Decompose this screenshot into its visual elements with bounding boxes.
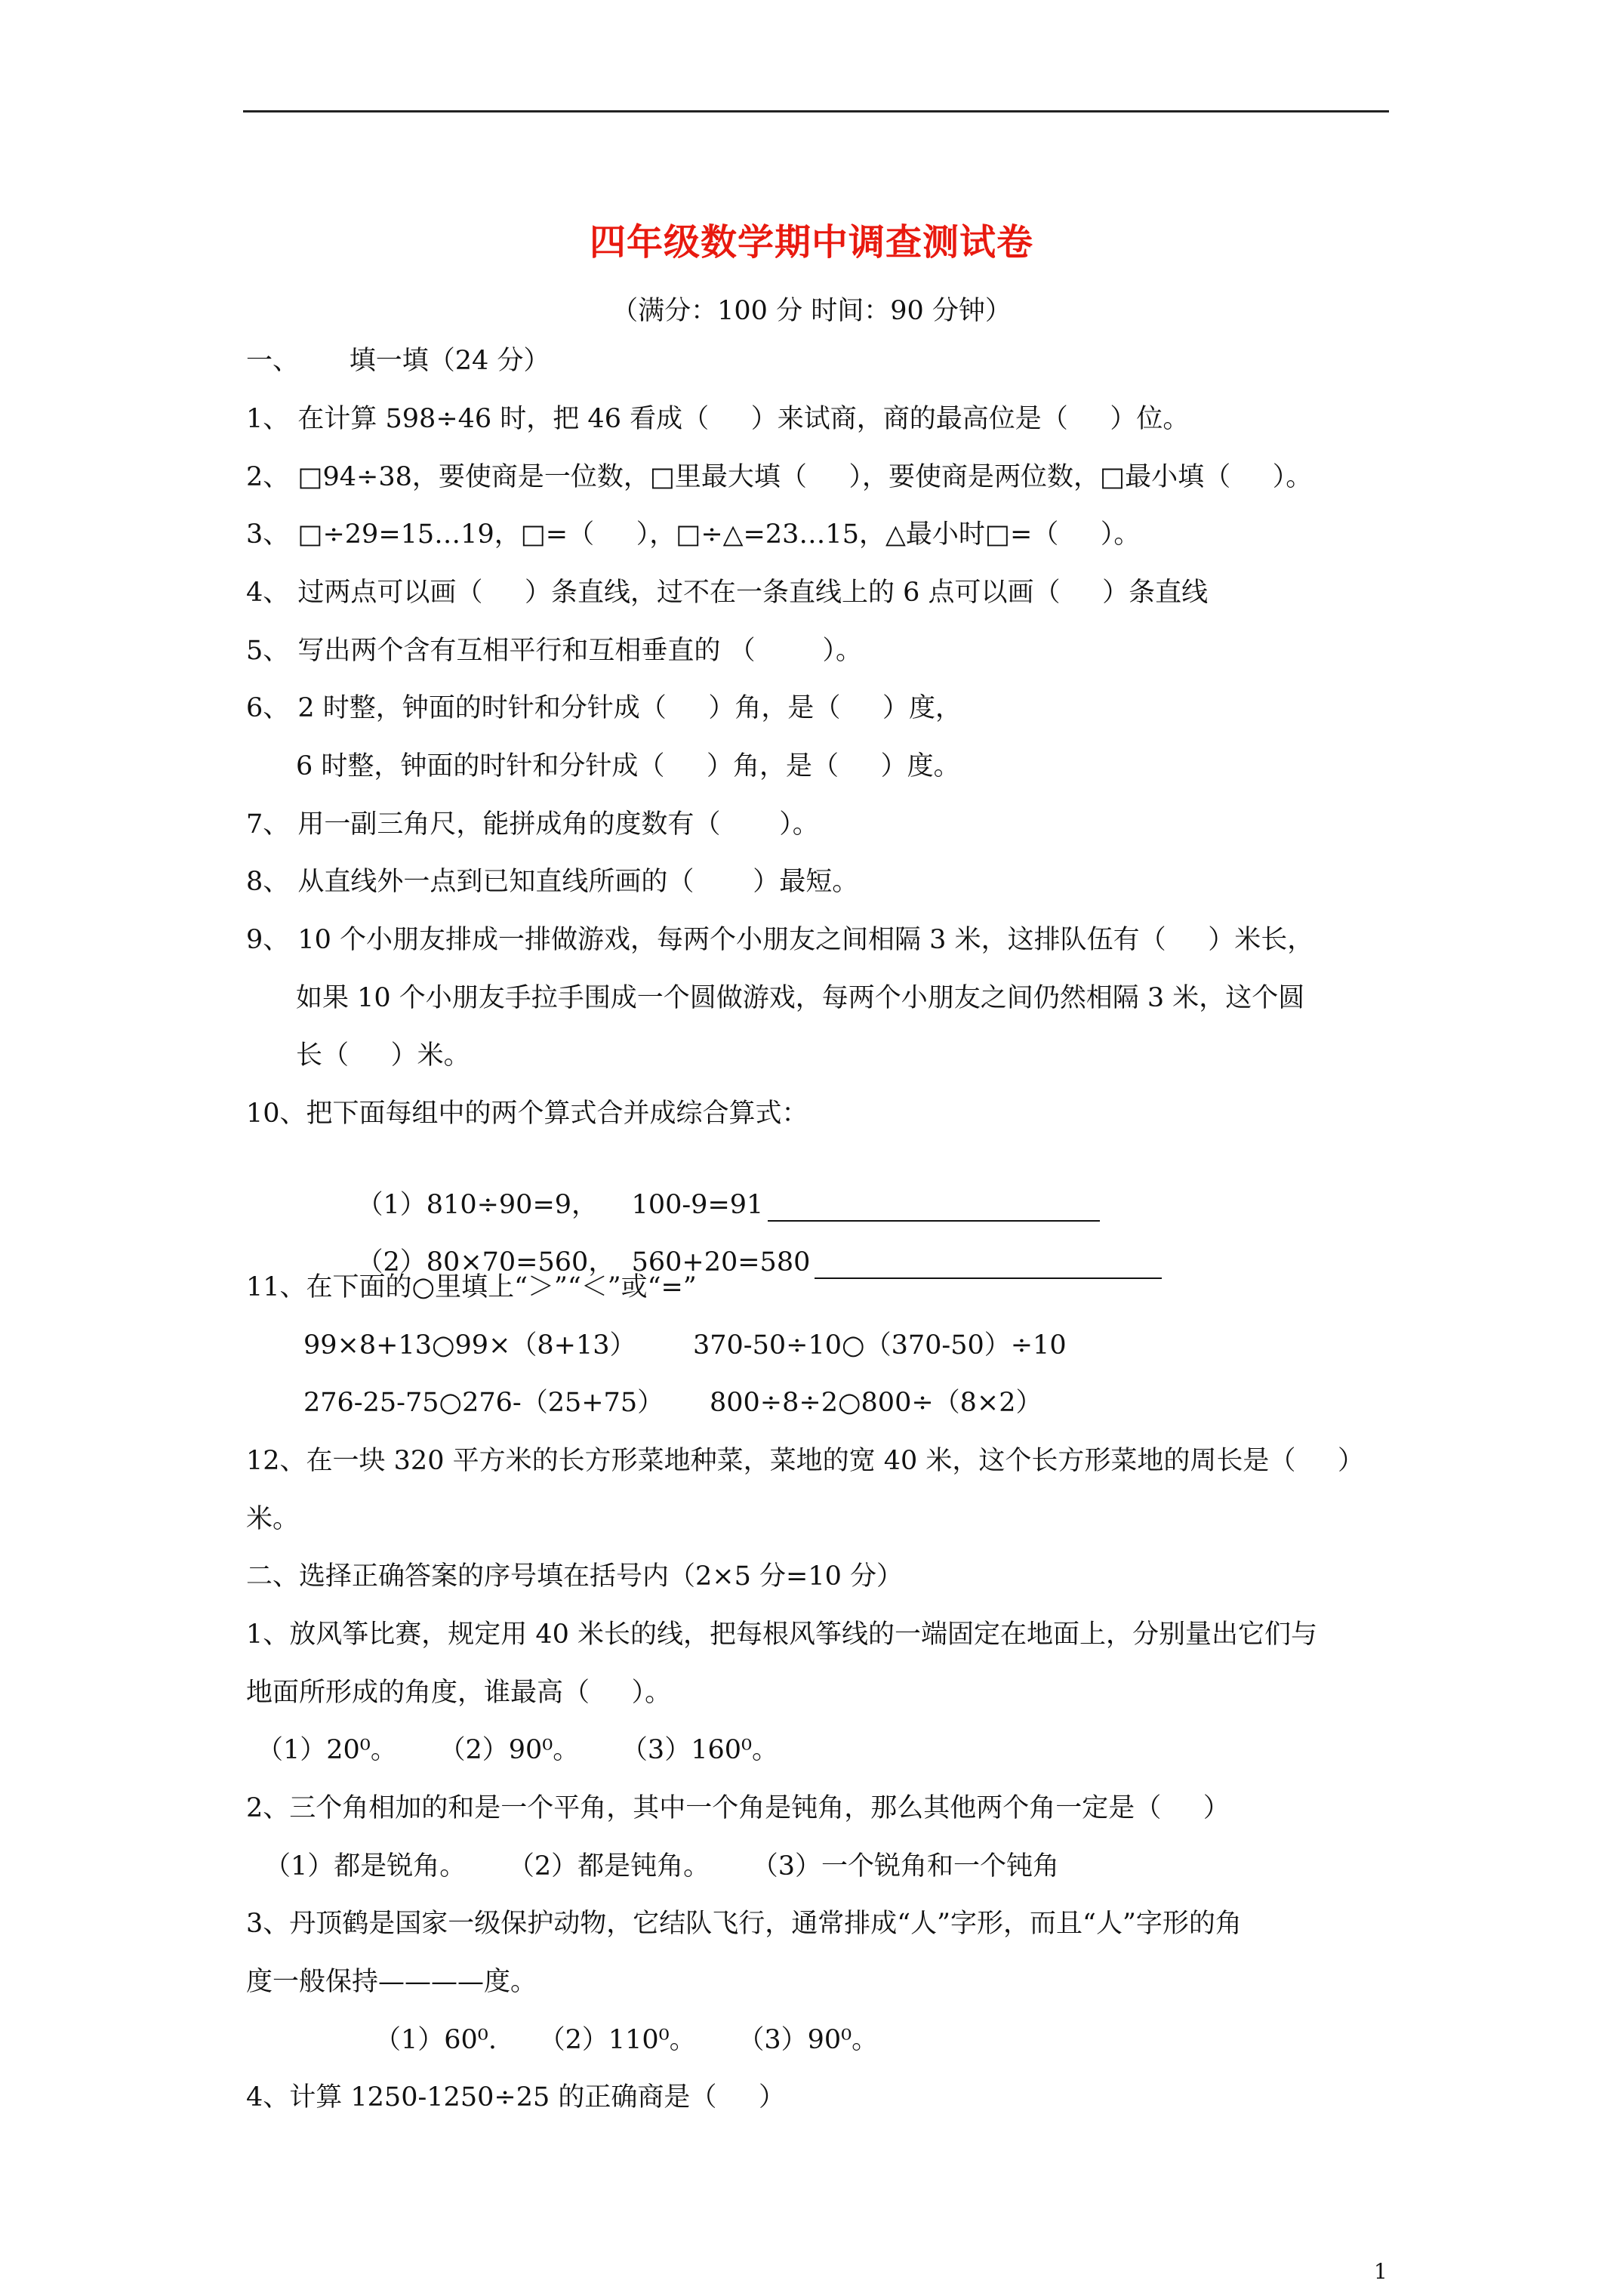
- question-continuation: 地面所形成的角度，谁最高（ ）。: [246, 1678, 672, 1708]
- question-continuation: 米。: [246, 1504, 300, 1534]
- question: 12、在一块 320 平方米的长方形菜地种菜，菜地的宽 40 米，这个长方形菜地的周长是（ ）: [246, 1446, 1365, 1476]
- question-continuation: 6 时整，钟面的时针和分针成（ ）角，是（ ）度。: [296, 751, 960, 781]
- comparison-item: 800÷8÷2○800÷（8×2）: [710, 1388, 1042, 1418]
- question: 4、计算 1250-1250÷25 的正确商是（ ）: [246, 2082, 785, 2113]
- question-continuation: 如果 10 个小朋友手拉手围成一个圆做游戏，每两个小朋友之间仍然相隔 3 米，这个圆: [296, 983, 1305, 1013]
- comparison-item: 99×8+13○99×（8+13）: [303, 1330, 636, 1361]
- question: 6、 2 时整，钟面的时针和分针成（ ）角，是（ ）度，: [246, 693, 962, 723]
- question: 7、 用一副三角尺，能拼成角的度数有（ ）。: [246, 809, 819, 840]
- question: 9、 10 个小朋友排成一排做游戏，每两个小朋友之间相隔 3 米，这排队伍有（ ）米长，: [246, 925, 1314, 955]
- question-continuation: 长（ ）米。: [296, 1040, 470, 1071]
- comparison-item: 276-25-75○276-（25+75）: [303, 1388, 664, 1418]
- exam-subtitle: （满分：100 分 时间：90 分钟）: [611, 296, 1012, 326]
- answer-options: （1）60⁰. （2）110⁰。 （3）90⁰。: [374, 2025, 879, 2055]
- page-title: 四年级数学期中调查测试卷: [589, 221, 1033, 264]
- answer-options: （1）20⁰。 （2）90⁰。 （3）160⁰。: [257, 1735, 779, 1765]
- question: 5、 写出两个含有互相平行和互相垂直的 （ ）。: [246, 636, 863, 666]
- section-heading: 二、选择正确答案的序号填在括号内（2×5 分=10 分）: [246, 1561, 903, 1592]
- answer-line: [815, 1252, 1162, 1279]
- question: 3、丹顶鹤是国家一级保护动物，它结队飞行，通常排成“人”字形，而且“人”字形的角: [246, 1909, 1242, 1939]
- answer-options: （1）都是锐角。 （2）都是钝角。 （3）一个锐角和一个钝角: [264, 1851, 1060, 1881]
- question: 4、 过两点可以画（ ）条直线，过不在一条直线上的 6 点可以画（ ）条直线: [246, 578, 1209, 608]
- question: 11、在下面的○里填上“＞”“＜”或“=”: [246, 1272, 697, 1302]
- question: 1、放风筝比赛，规定用 40 米长的线，把每根风筝线的一端固定在地面上，分别量出它们与: [246, 1620, 1318, 1650]
- question-continuation: 度一般保持————度。: [246, 1967, 537, 1997]
- question: 2、 □94÷38，要使商是一位数，□里最大填（ ），要使商是两位数，□最小填（ ）。: [246, 462, 1313, 492]
- question: 8、 从直线外一点到已知直线所画的（ ）最短。: [246, 867, 859, 897]
- question: 10、把下面每组中的两个算式合并成综合算式：: [246, 1099, 808, 1129]
- question: 2、三个角相加的和是一个平角，其中一个角是钝角，那么其他两个角一定是（ ）: [246, 1793, 1230, 1823]
- question: 1、 在计算 598÷46 时，把 46 看成（ ）来试商，商的最高位是（ ）位。: [246, 404, 1190, 434]
- sub-question-text: （2）80×70=560， 560+20=580: [356, 1247, 811, 1277]
- page-number: 1: [1374, 2259, 1387, 2284]
- header-rule: [243, 110, 1389, 112]
- section-heading: 一、 填一填（24 分）: [246, 346, 550, 376]
- comparison-item: 370-50÷10○（370-50）÷10: [693, 1330, 1067, 1361]
- question: 3、 □÷29=15…19，□=（ ），□÷△=23…15，△最小时□=（ ）。: [246, 519, 1141, 550]
- sub-question-text: （1）810÷90=9， 100-9=91: [356, 1190, 764, 1220]
